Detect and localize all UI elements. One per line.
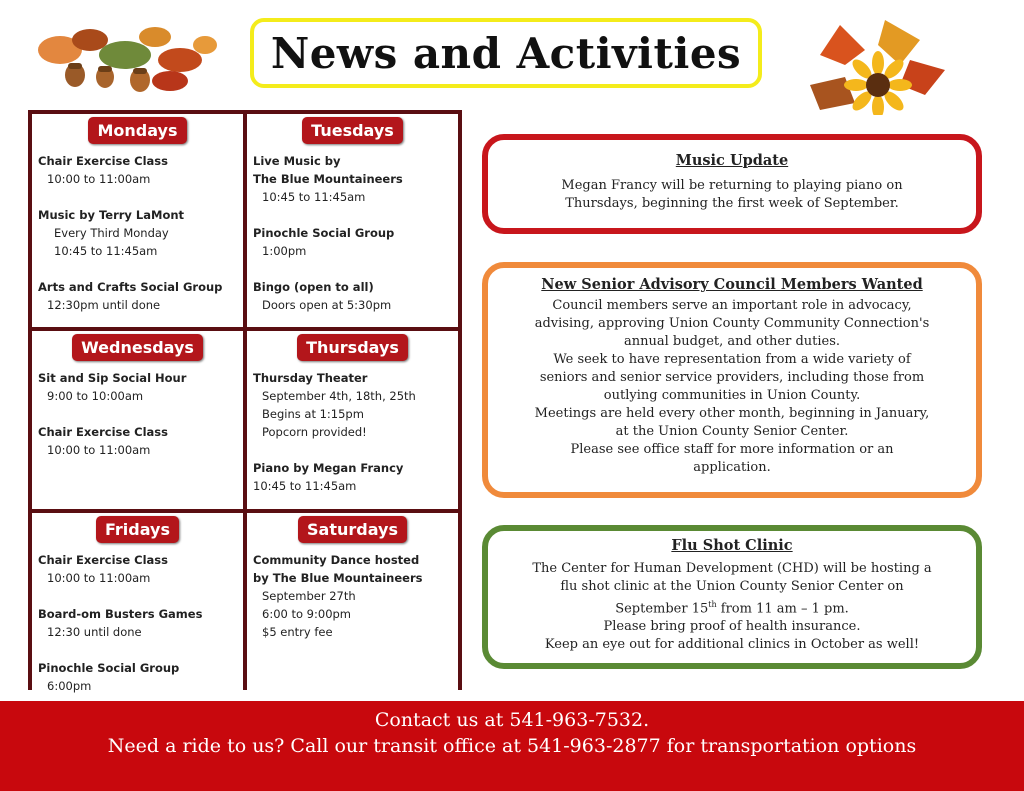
title-banner [250, 18, 762, 88]
event-detail: Begins at 1:15pm [262, 407, 364, 421]
day-cell-tuesday [247, 114, 458, 327]
sunflower-autumn-leaves-icon [800, 15, 950, 115]
event-detail: 9:00 to 10:00am [47, 389, 144, 403]
contact-phone-line: Contact us at 541-963-7532. [374, 709, 650, 731]
event-name: Sit and Sip Social Hour [38, 371, 187, 385]
body-line: outlying communities in Union County. [603, 388, 861, 403]
transit-info-line: Need a ride to us? Call our transit office at 541-963-2877 for transportation options [107, 735, 917, 757]
event-detail: Popcorn provided! [262, 425, 367, 439]
flu-shot-time: from 11 am – 1 pm. [716, 601, 849, 617]
body-line: Please see office staff for more information or an [570, 442, 894, 457]
event-name: Pinochle Social Group [38, 661, 180, 675]
council-members-box [482, 262, 982, 498]
page-title: News and Activities [270, 28, 742, 78]
event-name: by The Blue Mountaineers [253, 571, 423, 585]
event-detail: Every Third Monday [54, 226, 169, 240]
autumn-acorns-leaves-icon [30, 15, 220, 100]
event-name: Bingo (open to all) [253, 280, 374, 294]
event-list-friday [38, 551, 237, 695]
event-list-saturday [253, 551, 452, 641]
event-detail: 10:00 to 11:00am [47, 571, 151, 585]
event-detail: Doors open at 5:30pm [262, 298, 392, 312]
body-line: Megan Francy will be returning to playing piano on [561, 178, 903, 193]
body-line: We seek to have representation from a wide variety of [553, 352, 911, 367]
body-line: application. [693, 460, 771, 475]
event-detail: 10:45 to 11:45am [253, 479, 357, 493]
event-detail: $5 entry fee [262, 625, 333, 639]
event-detail: 10:45 to 11:45am [54, 244, 158, 258]
event-detail: September 4th, 18th, 25th [262, 389, 416, 403]
event-name: Thursday Theater [253, 371, 368, 385]
day-label-thursday: Thursdays [297, 334, 408, 361]
event-detail: 10:00 to 11:00am [47, 443, 151, 457]
event-name: Music by Terry LaMont [38, 208, 185, 222]
flu-shot-line-1: The Center for Human Development (CHD) will be hosting a [532, 561, 932, 576]
event-detail: 12:30 until done [47, 625, 142, 639]
event-list-tuesday [253, 152, 452, 314]
flu-shot-date-suffix: th [708, 600, 717, 609]
event-name: Community Dance hosted [253, 553, 420, 567]
council-members-title: New Senior Advisory Council Members Wanted [541, 276, 923, 293]
event-spacer [253, 260, 452, 278]
day-label-tuesday: Tuesdays [302, 117, 403, 144]
contact-footer [0, 701, 1024, 791]
flu-shot-line-4: Please bring proof of health insurance. [603, 619, 861, 635]
day-label-monday: Mondays [88, 117, 186, 144]
event-name: The Blue Mountaineers [253, 172, 403, 186]
flu-shot-line-5: Keep an eye out for additional clinics in October as well! [544, 637, 920, 653]
event-detail: 10:00 to 11:00am [47, 172, 151, 186]
flu-shot-title: Flu Shot Clinic [671, 537, 793, 554]
body-line: advising, approving Union County Community Connection's [534, 316, 930, 331]
flu-shot-date: September 15 [615, 601, 709, 617]
event-name: Pinochle Social Group [253, 226, 395, 240]
music-update-box [482, 134, 982, 234]
flu-shot-clinic-box [482, 525, 982, 669]
event-detail: 10:45 to 11:45am [262, 190, 366, 204]
event-detail: 6:00 to 9:00pm [262, 607, 352, 621]
body-line: at the Union County Senior Center. [615, 424, 849, 439]
body-line: Council members serve an important role in advocacy, [552, 298, 912, 313]
event-name: Chair Exercise Class [38, 425, 168, 439]
event-detail: 6:00pm [47, 679, 92, 693]
council-members-body [488, 297, 976, 477]
weekly-schedule-grid [28, 110, 462, 693]
event-name: Live Music by [253, 154, 341, 168]
flu-shot-line-2: flu shot clinic at the Union County Senior Center on [560, 579, 904, 594]
event-spacer [253, 441, 452, 459]
music-update-title: Music Update [675, 152, 789, 169]
body-line: seniors and senior service providers, including those from [539, 370, 925, 385]
event-list-monday [38, 152, 237, 314]
event-name: Board-om Busters Games [38, 607, 203, 621]
event-spacer [38, 641, 237, 659]
day-cell-saturday [247, 513, 458, 695]
day-cell-monday [32, 114, 243, 327]
event-spacer [38, 188, 237, 206]
event-detail: 12:30pm until done [47, 298, 161, 312]
event-list-thursday [253, 369, 452, 495]
flu-shot-line-3 [488, 596, 976, 618]
event-spacer [38, 405, 237, 423]
event-spacer [253, 206, 452, 224]
event-detail: September 27th [262, 589, 356, 603]
day-label-saturday: Saturdays [298, 516, 407, 543]
body-line: Meetings are held every other month, beginning in January, [534, 406, 930, 421]
event-name: Piano by Megan Francy [253, 461, 404, 475]
event-name: Chair Exercise Class [38, 154, 168, 168]
body-line: Thursdays, beginning the first week of September. [565, 196, 899, 211]
day-cell-wednesday [32, 331, 243, 509]
event-spacer [38, 260, 237, 278]
day-cell-friday [32, 513, 243, 695]
event-detail: 1:00pm [262, 244, 307, 258]
event-name: Chair Exercise Class [38, 553, 168, 567]
body-line: annual budget, and other duties. [623, 334, 841, 349]
event-list-wednesday [38, 369, 237, 459]
day-cell-thursday [247, 331, 458, 509]
day-label-friday: Fridays [96, 516, 179, 543]
event-spacer [38, 587, 237, 605]
event-name: Arts and Crafts Social Group [38, 280, 223, 294]
music-update-body [488, 177, 976, 213]
day-label-wednesday: Wednesdays [72, 334, 203, 361]
